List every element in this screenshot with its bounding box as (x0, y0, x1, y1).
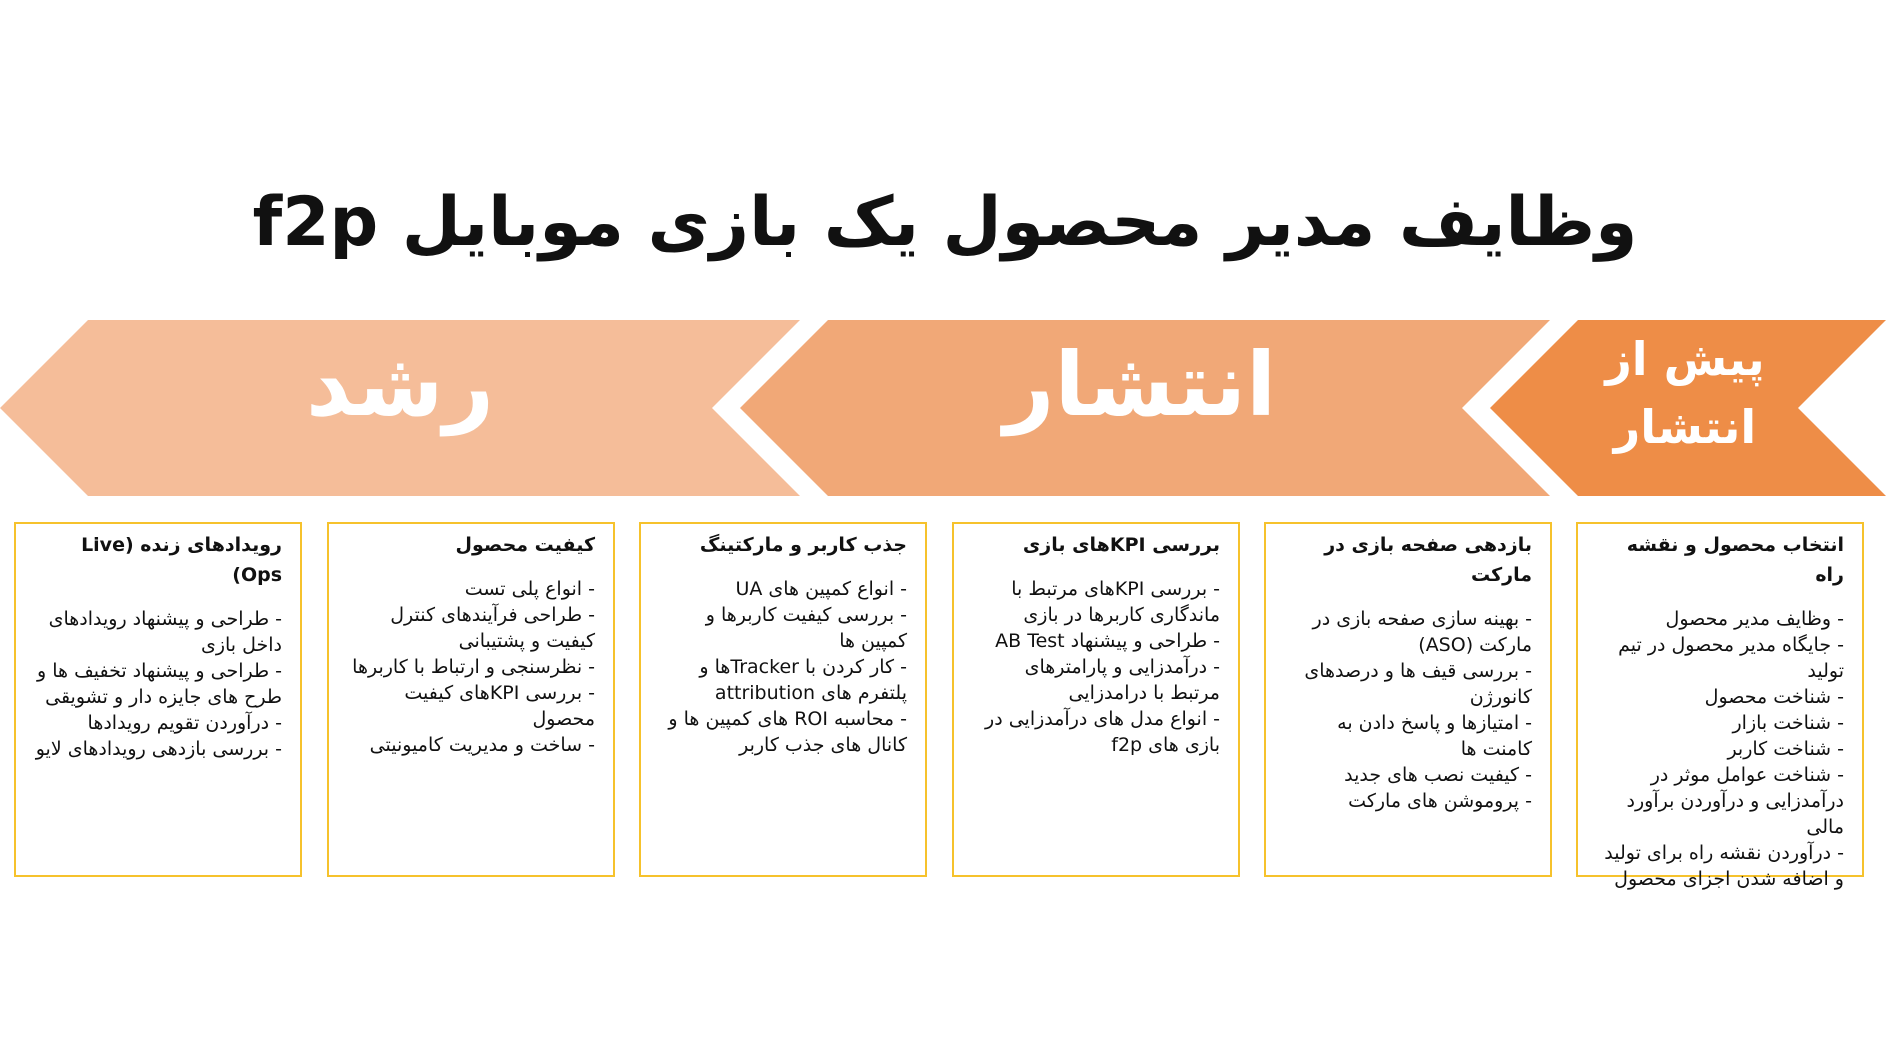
card-item: - بررسی KPIهای مرتبط با ماندگاری کاربرها در بازی (1011, 578, 1220, 626)
card-item-list (972, 576, 1220, 758)
card-item: - طراحی فرآیندهای کنترل کیفیت و پشتیبانی (390, 604, 595, 652)
card-live-ops (14, 522, 302, 877)
card-item-list (1596, 606, 1844, 892)
card-item: - کیفیت نصب های جدید (1344, 764, 1532, 786)
card-item: - جایگاه مدیر محصول در تیم تولید (1618, 634, 1844, 682)
card-title: بررسی KPIهای بازی (1022, 534, 1220, 556)
page-title: وظایف مدیر محصول یک بازی موبایل f2p (252, 183, 1638, 262)
card-item: - طراحی و پیشنهاد رویدادهای داخل بازی (48, 608, 282, 656)
card-item: - شناخت عوامل موثر در درآمدزایی و درآوردن برآورد مالی (1626, 764, 1844, 838)
card-item: - بهینه سازی صفحه بازی در مارکت (ASO) (1312, 608, 1532, 656)
card-item: - طراحی و پیشنهاد AB Test (995, 630, 1220, 652)
card-item: - درآمدزایی و پارامترهای مرتبط با درامدزایی (1024, 656, 1220, 704)
card-title: کیفیت محصول (455, 534, 595, 556)
stage-label-release: انتشار (1003, 333, 1277, 436)
card-title: بازدهی صفحه بازی در مارکت (1324, 534, 1532, 586)
card-item: - وظایف مدیر محصول (1665, 608, 1844, 630)
card-item: - انواع پلی تست (464, 578, 595, 600)
card-item: - بررسی بازدهی رویدادهای لایو (35, 738, 282, 760)
card-store-page-performance (1264, 522, 1552, 877)
card-item: - بررسی KPIهای کیفیت محصول (404, 682, 595, 730)
stage-label-growth: رشد (305, 333, 495, 436)
card-title: رویدادهای زنده (Live Ops) (81, 534, 282, 586)
card-title: جذب کاربر و مارکتینگ (699, 534, 907, 556)
card-item: - بررسی کیفیت کاربرها و کمپین ها (705, 604, 907, 652)
card-item-list (1284, 606, 1532, 814)
card-product-roadmap (1576, 522, 1864, 890)
card-product-quality (327, 522, 615, 877)
card-item: - ساخت و مدیریت کامیونیتی (369, 734, 595, 756)
card-item: - محاسبه ROI های کمپین ها و کانال های جذب کاربر (668, 708, 907, 756)
card-user-acquisition-marketing (639, 522, 927, 877)
card-item: - انواع کمپین های UA (735, 578, 907, 600)
card-item: - انواع مدل های درآمدزایی در بازی های f2p (985, 708, 1220, 756)
card-item: - پروموشن های مارکت (1348, 790, 1532, 812)
card-title: انتخاب محصول و نقشه راه (1626, 534, 1844, 586)
card-item: - نظرسنجی و ارتباط با کاربرها (352, 656, 595, 678)
card-item: - درآوردن نقشه راه برای تولید و اضافه شدن اجزای محصول (1604, 842, 1844, 890)
card-item: - امتیازها و پاسخ دادن به کامنت ها (1337, 712, 1532, 760)
card-item: - درآوردن تقویم رویدادها (87, 712, 282, 734)
card-item-list (347, 576, 595, 758)
card-item: - شناخت محصول (1704, 686, 1844, 708)
card-item: - شناخت بازار (1732, 712, 1844, 734)
card-item-list (659, 576, 907, 758)
card-item-list (34, 606, 282, 762)
card-item: - بررسی قیف ها و درصدهای کانورژن (1304, 660, 1532, 708)
card-item: - طراحی و پیشنهاد تخفیف ها و طرح های جایزه دار و تشویقی (37, 660, 282, 708)
stage-label-pre-release: پیش از انتشار (1605, 332, 1765, 454)
card-game-kpis (952, 522, 1240, 877)
card-item: - کار کردن با Trackerها و پلتفرم های attribution (699, 656, 907, 704)
card-item: - شناخت کاربر (1727, 738, 1844, 760)
